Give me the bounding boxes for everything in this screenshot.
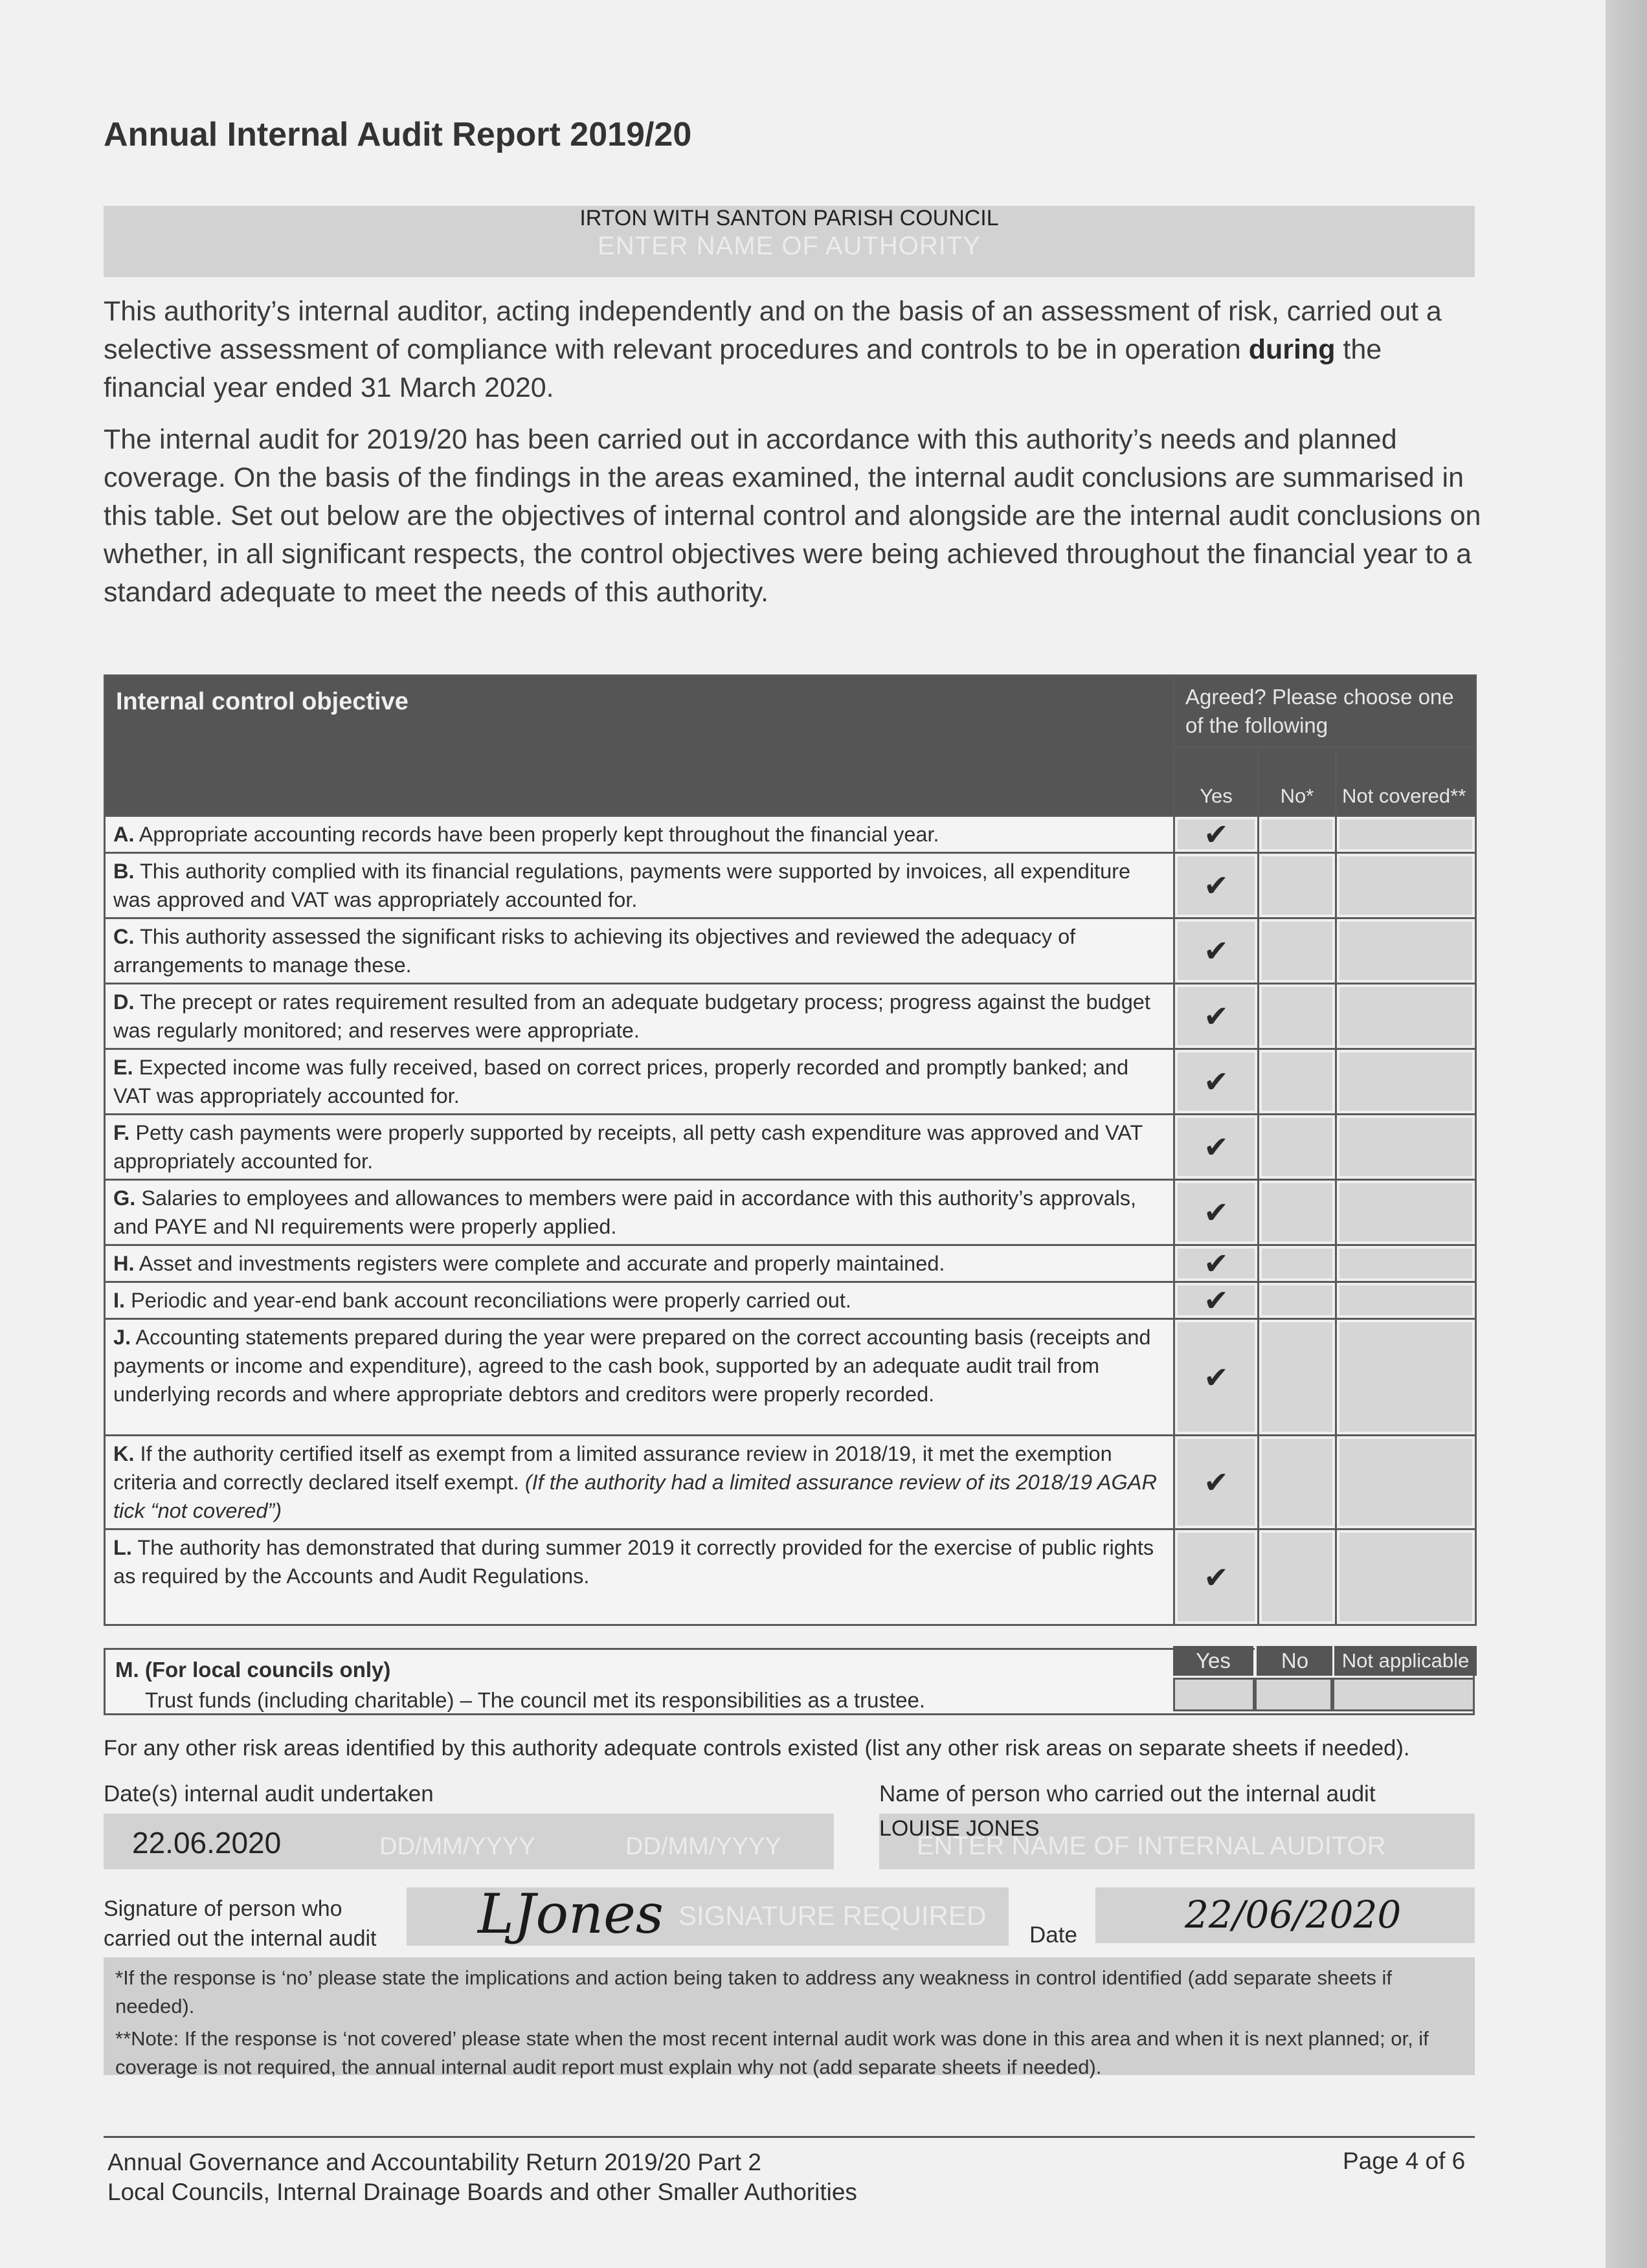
objective-text: Petty cash payments were properly supported by receipts, all petty cash expenditure was approved and VAT appropriately accounted for. [113, 1121, 1143, 1173]
not-covered-checkbox[interactable] [1336, 1115, 1476, 1180]
signature-label-line2: carried out the internal audit [104, 1926, 377, 1951]
not-covered-checkbox[interactable] [1336, 1282, 1476, 1319]
signature-label [104, 1894, 376, 1953]
control-objectives-table [104, 674, 1477, 1626]
objective-letter: C. [113, 925, 135, 948]
objective-row [105, 853, 1476, 918]
dates-field[interactable] [104, 1814, 834, 1869]
checkmark-icon: ✔ [1204, 1247, 1229, 1280]
auditor-field[interactable] [879, 1814, 1475, 1869]
objective-text-cell [105, 1436, 1174, 1529]
not-covered-checkbox[interactable] [1336, 1319, 1476, 1436]
header-agreed: Agreed? Please choose one of the following [1174, 676, 1476, 748]
checkmark-icon: ✔ [1204, 1465, 1229, 1499]
no-checkbox[interactable] [1259, 984, 1336, 1049]
objective-text: Periodic and year-end bank account reconciliations were properly carried out. [131, 1289, 851, 1312]
yes-checkbox[interactable] [1174, 1245, 1259, 1282]
objective-letter: K. [113, 1442, 135, 1465]
objective-row [105, 1115, 1476, 1180]
objective-text: The authority has demonstrated that during summer 2019 it correctly provided for the exercise of public rights as required by the Accounts and Audit Regulations. [113, 1536, 1154, 1588]
checkmark-icon: ✔ [1204, 817, 1229, 851]
yes-checkbox[interactable] [1174, 1049, 1259, 1115]
yes-checkbox[interactable] [1174, 1180, 1259, 1245]
dates-placeholder-3: DD/MM/YYYY [625, 1833, 781, 1860]
no-checkbox[interactable] [1259, 1436, 1336, 1529]
note-not-covered: **Note: If the response is ‘not covered’ please state when the most recent internal audit work was done in this area and when it is next planned; or, if coverage is not required, the annual internal audit report must explain why not (add separate sheets if needed). [115, 2027, 1429, 2078]
no-checkbox[interactable] [1259, 853, 1336, 918]
not-covered-checkbox[interactable] [1336, 918, 1476, 984]
intro-paragraph-2: The internal audit for 2019/20 has been carried out in accordance with this authority’s needs and planned coverage. On the basis of the findings in the areas examined, the internal audit conclusions are summarised in this table. Set out below are the objectives of internal control and alongside are the internal audit conclusions on whether, in all significant respects, the control objectives were being achieved throughout the financial year to a standard adequate to meet the needs of this authority. [104, 424, 1481, 608]
footer-divider [104, 2136, 1475, 2138]
objective-row [105, 1436, 1476, 1529]
signature-placeholder: SIGNATURE REQUIRED [678, 1900, 987, 1931]
yes-checkbox[interactable] [1174, 918, 1259, 984]
objective-text: This authority complied with its financial regulations, payments were supported by invoices, all expenditure was approved and VAT was appropriately accounted for. [113, 860, 1131, 911]
dates-placeholder-2: DD/MM/YYYY [379, 1833, 535, 1860]
signature-handwritten: LJones [478, 1882, 664, 1946]
yes-checkbox[interactable] [1174, 1436, 1259, 1529]
header-objective: Internal control objective [105, 676, 1174, 816]
not-covered-checkbox[interactable] [1336, 1529, 1476, 1625]
yes-checkbox[interactable] [1174, 816, 1259, 853]
other-risks-text: For any other risk areas identified by this authority adequate controls existed (list any other risk areas on separate sheets if needed). [104, 1736, 1410, 1761]
signature-date-value: 22/06/2020 [1185, 1893, 1402, 1937]
yes-checkbox[interactable] [1174, 853, 1259, 918]
no-checkbox[interactable] [1259, 816, 1336, 853]
objective-text-cell [105, 918, 1174, 984]
objective-row [105, 1245, 1476, 1282]
dates-value: 22.06.2020 [132, 1826, 282, 1860]
objective-letter: G. [113, 1186, 136, 1210]
objective-letter: D. [113, 990, 135, 1014]
objective-letter: E. [113, 1056, 133, 1079]
dates-label: Date(s) internal audit undertaken [104, 1781, 434, 1807]
objective-letter: H. [113, 1252, 135, 1275]
objective-text-cell [105, 816, 1174, 853]
auditor-label: Name of person who carried out the internal audit [879, 1781, 1376, 1807]
not-covered-checkbox[interactable] [1336, 816, 1476, 853]
checkmark-icon: ✔ [1204, 934, 1229, 968]
auditor-placeholder: ENTER NAME OF INTERNAL AUDITOR [917, 1832, 1386, 1860]
no-checkbox[interactable] [1259, 918, 1336, 984]
yes-checkbox[interactable] [1174, 984, 1259, 1049]
objective-note: (If the authority had a limited assurance review of its 2018/19 AGAR tick “not covered”) [113, 1471, 1157, 1522]
objective-text: Accounting statements prepared during the year were prepared on the correct accounting basis (receipts and payments or income and expenditure), agreed to the cash book, supported by an adequate audit trail from underlying records and where appropriate debtors and creditors were properly recorded. [113, 1326, 1151, 1406]
objective-text: If the authority certified itself as exempt from a limited assurance review in 2018/19, it met the exemption criteria and correctly declared itself exempt. [113, 1442, 1112, 1494]
objective-text-cell [105, 1282, 1174, 1319]
no-checkbox[interactable] [1259, 1115, 1336, 1180]
yes-checkbox[interactable] [1174, 1529, 1259, 1625]
not-covered-checkbox[interactable] [1336, 1245, 1476, 1282]
page-title: Annual Internal Audit Report 2019/20 [104, 116, 692, 153]
m-header-yes: Yes [1173, 1646, 1253, 1676]
auditor-value: LOUISE JONES [879, 1816, 1040, 1841]
m-na-checkbox[interactable] [1332, 1678, 1475, 1711]
signature-date-field[interactable] [1095, 1887, 1475, 1943]
objective-letter: B. [113, 860, 135, 883]
objective-letter: L. [113, 1536, 132, 1559]
yes-checkbox[interactable] [1174, 1282, 1259, 1319]
objective-text-cell [105, 1245, 1174, 1282]
objective-row [105, 918, 1476, 984]
notes-box [104, 1957, 1475, 2078]
checkmark-icon: ✔ [1204, 999, 1229, 1033]
checkmark-icon: ✔ [1204, 1130, 1229, 1164]
footer-line2: Local Councils, Internal Drainage Boards and other Smaller Authorities [107, 2179, 857, 2205]
no-checkbox[interactable] [1259, 1529, 1336, 1625]
m-header-no: No [1255, 1646, 1333, 1676]
checkmark-icon: ✔ [1204, 1195, 1229, 1229]
no-checkbox[interactable] [1259, 1180, 1336, 1245]
objective-letter: A. [113, 823, 135, 846]
not-covered-checkbox[interactable] [1336, 1436, 1476, 1529]
not-covered-checkbox[interactable] [1336, 1180, 1476, 1245]
m-section-text [115, 1654, 925, 1715]
objective-text-cell [105, 1180, 1174, 1245]
header-yes: Yes [1174, 748, 1259, 816]
signature-field[interactable] [407, 1882, 1009, 1946]
intro-p1-text-b: the financial year ended 31 March 2020. [104, 334, 1382, 403]
note-no: *If the response is ‘no’ please state the implications and action being taken to address any weakness in control identified (add separate sheets if needed). [115, 1966, 1392, 2018]
m-header-na: Not applicable [1332, 1646, 1477, 1676]
authority-name-value: IRTON WITH SANTON PARISH COUNCIL [579, 206, 999, 230]
checkmark-icon: ✔ [1204, 1065, 1229, 1098]
objective-text: Salaries to employees and allowances to members were paid in accordance with this authority’s approvals, and PAYE and NI requirements were properly applied. [113, 1186, 1137, 1238]
objective-letter: I. [113, 1289, 126, 1312]
objective-text-cell [105, 1319, 1174, 1436]
footer-text [107, 2148, 857, 2207]
yes-checkbox[interactable] [1174, 1115, 1259, 1180]
header-not-covered: Not covered** [1336, 748, 1476, 816]
intro-p1-bold: during [1248, 334, 1336, 365]
objective-text: Asset and investments registers were complete and accurate and properly maintained. [139, 1252, 945, 1275]
checkmark-icon: ✔ [1204, 869, 1229, 902]
objective-row [105, 1282, 1476, 1319]
intro-p1-text-a: This authority’s internal auditor, acting independently and on the basis of an assessment of risk, carried out a selective assessment of compliance with relevant procedures and controls to be in operation [104, 296, 1442, 365]
objective-text-cell [105, 1115, 1174, 1180]
objective-row [105, 984, 1476, 1049]
no-checkbox[interactable] [1259, 1245, 1336, 1282]
checkmark-icon: ✔ [1204, 1560, 1229, 1594]
objective-text-cell [105, 1049, 1174, 1115]
objective-letter: F. [113, 1121, 130, 1144]
scanner-edge [1606, 0, 1647, 2268]
not-covered-checkbox[interactable] [1336, 853, 1476, 918]
signature-label-line1: Signature of person who [104, 1896, 342, 1921]
objective-row [105, 1180, 1476, 1245]
no-checkbox[interactable] [1259, 1049, 1336, 1115]
footer-page-number: Page 4 of 6 [1343, 2148, 1466, 2174]
objective-row [105, 1529, 1476, 1625]
m-no-checkbox[interactable] [1255, 1678, 1332, 1711]
objective-text-cell [105, 984, 1174, 1049]
m-section-title: M. (For local councils only) [115, 1658, 391, 1682]
objective-text: Appropriate accounting records have been properly kept throughout the financial year. [139, 823, 939, 846]
not-covered-checkbox[interactable] [1336, 1049, 1476, 1115]
header-no: No* [1259, 748, 1336, 816]
objective-text-cell [105, 1529, 1174, 1625]
yes-checkbox[interactable] [1174, 1319, 1259, 1436]
no-checkbox[interactable] [1259, 1319, 1336, 1436]
intro-paragraph-1 [104, 293, 1483, 407]
objective-row [105, 1319, 1476, 1436]
objective-text: Expected income was fully received, based on correct prices, properly recorded and promptly banked; and VAT was appropriately accounted for. [113, 1056, 1129, 1107]
checkmark-icon: ✔ [1204, 1284, 1229, 1317]
objective-text: The precept or rates requirement resulted from an adequate budgetary process; progress against the budget was regularly monitored; and reserves were appropriate. [113, 990, 1150, 1042]
objective-row [105, 816, 1476, 853]
footer-line1: Annual Governance and Accountability Return 2019/20 Part 2 [107, 2149, 761, 2175]
objective-row [105, 1049, 1476, 1115]
not-covered-checkbox[interactable] [1336, 984, 1476, 1049]
objective-text: This authority assessed the significant risks to achieving its objectives and reviewed the adequacy of arrangements to manage these. [113, 925, 1076, 977]
authority-name-placeholder: ENTER NAME OF AUTHORITY [598, 232, 981, 260]
no-checkbox[interactable] [1259, 1282, 1336, 1319]
checkmark-icon: ✔ [1204, 1360, 1229, 1394]
signature-date-label: Date [1029, 1922, 1077, 1948]
objective-text-cell [105, 853, 1174, 918]
objective-letter: J. [113, 1326, 131, 1349]
authority-name-field[interactable] [104, 206, 1475, 277]
m-section-description: Trust funds (including charitable) – The council met its responsibilities as a trustee. [145, 1688, 926, 1712]
m-yes-checkbox[interactable] [1173, 1678, 1255, 1711]
